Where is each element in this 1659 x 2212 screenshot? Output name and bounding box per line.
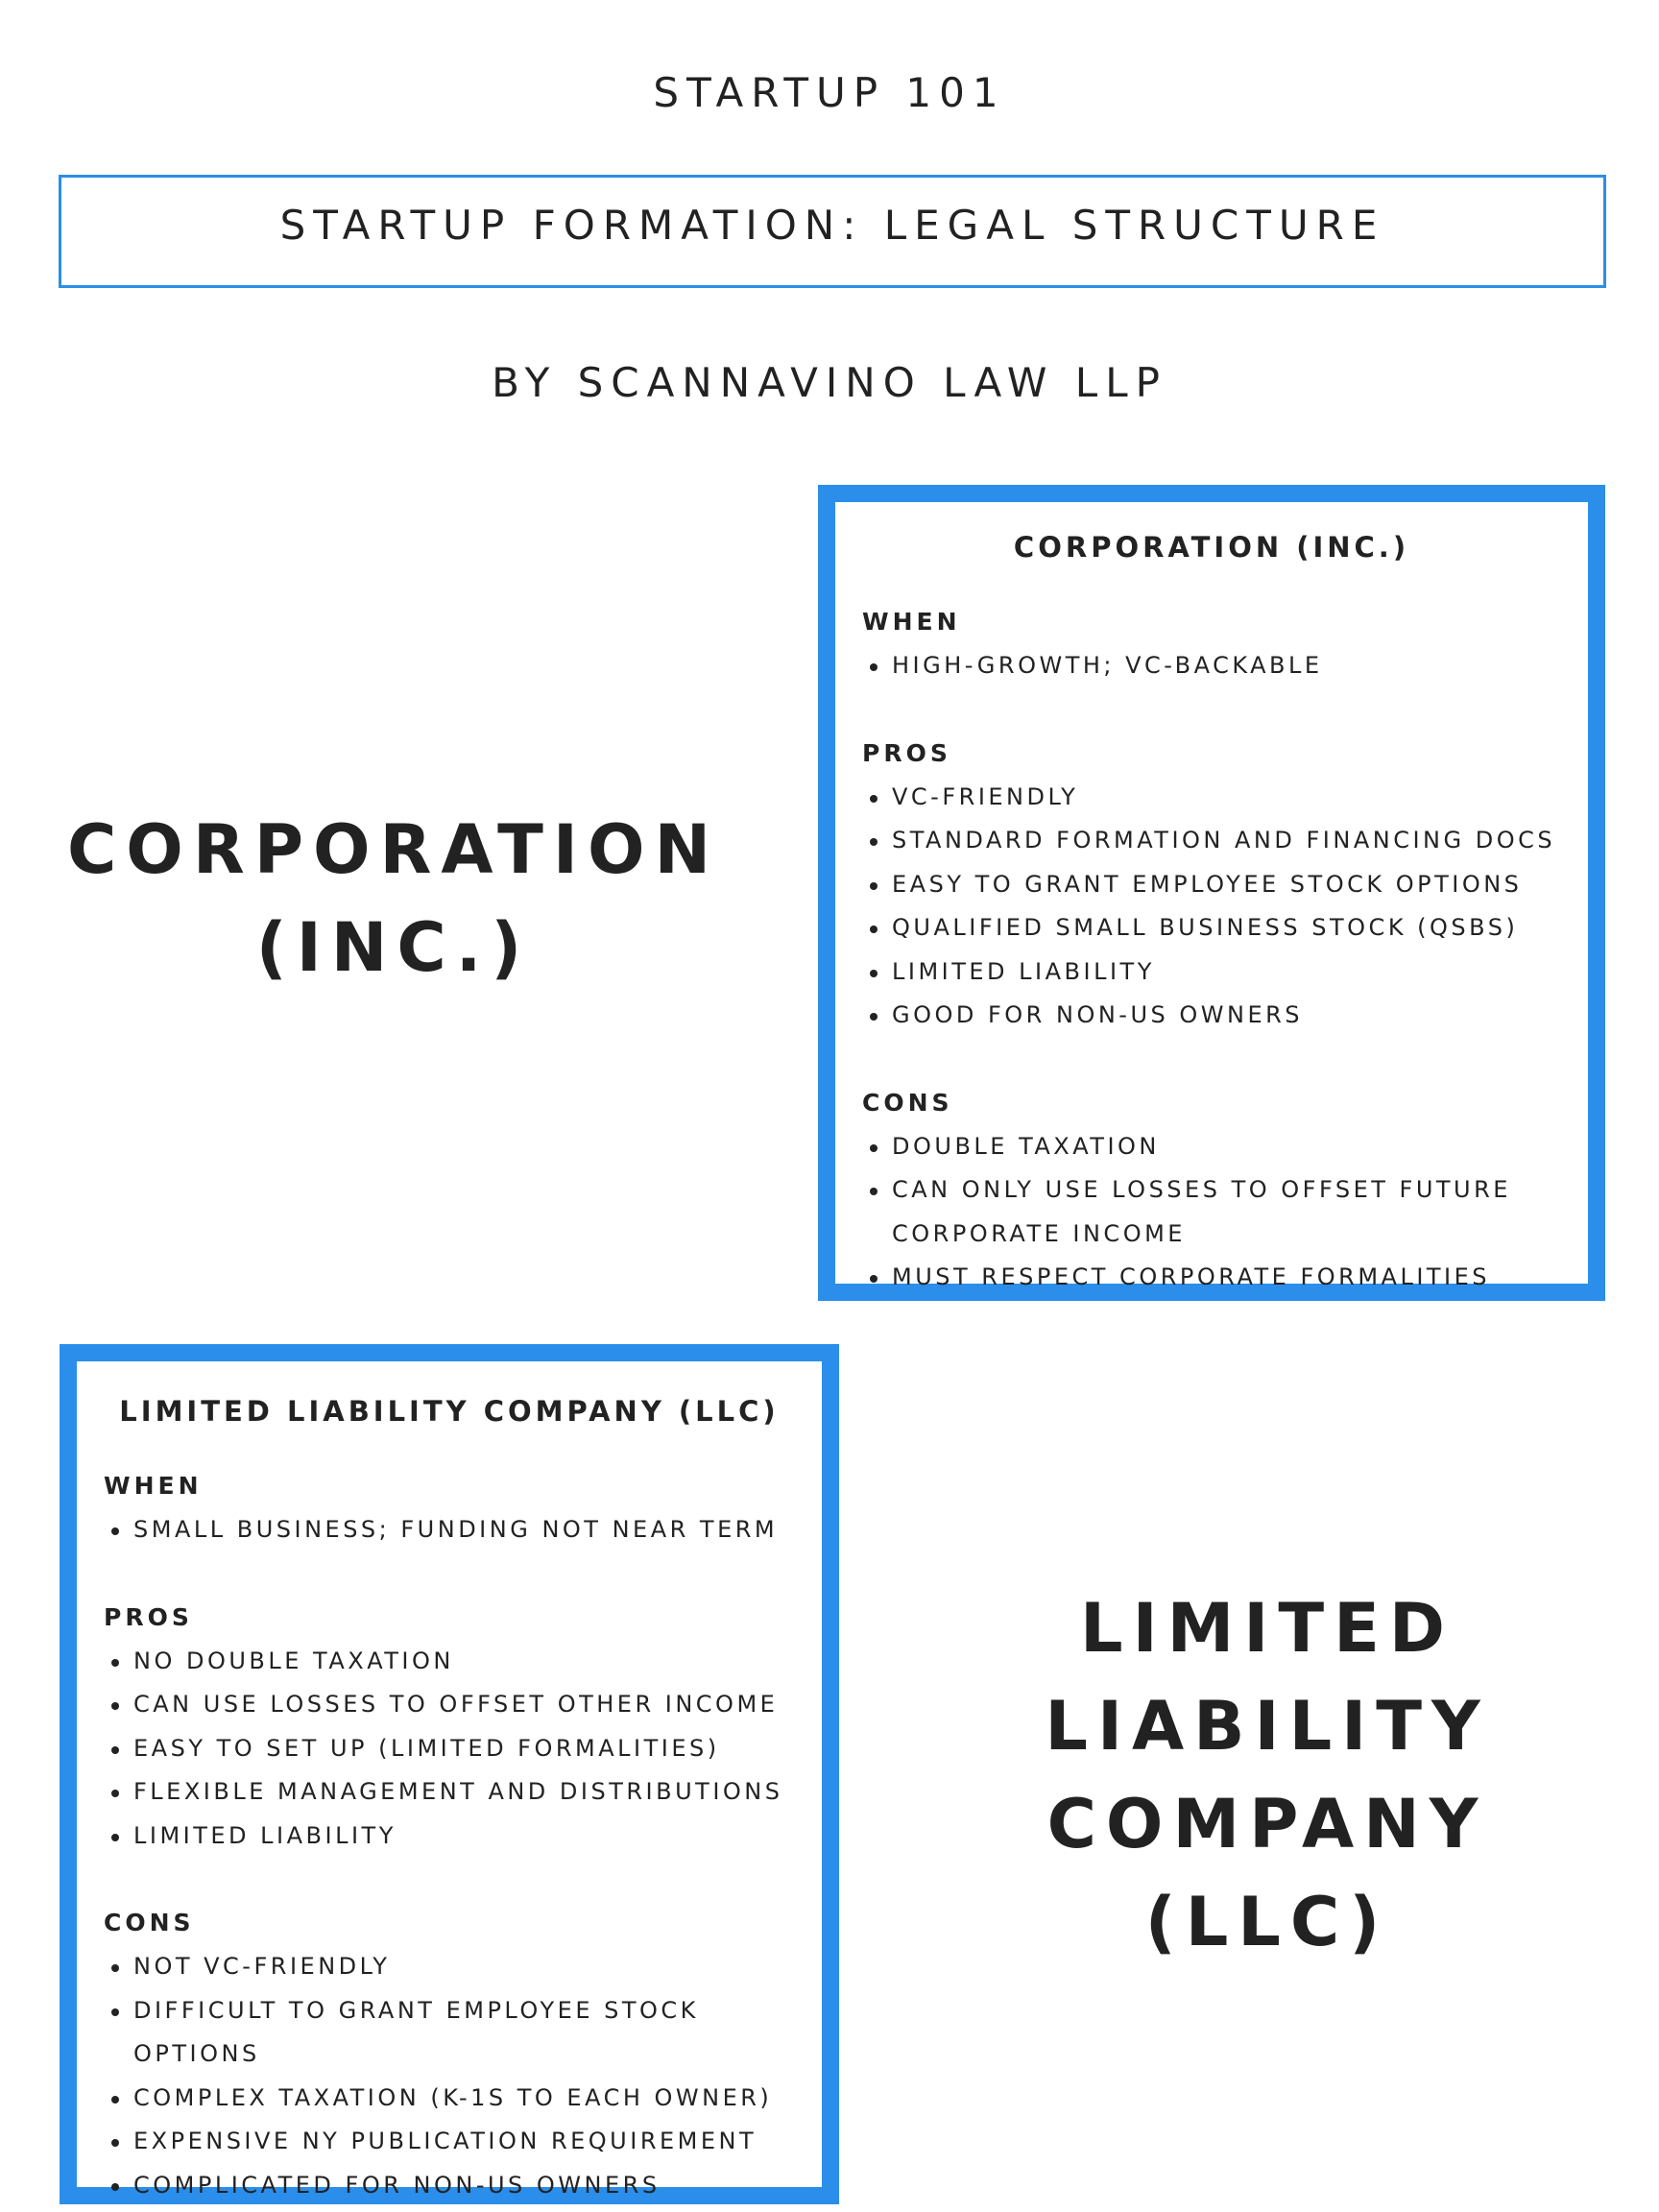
llc-big-label [989, 1579, 1546, 1971]
page-title: STARTUP FORMATION: LEGAL STRUCTURE [279, 201, 1385, 249]
list-item: NO DOUBLE TAXATION [104, 1640, 795, 1684]
list-item: VC-FRIENDLY [862, 776, 1561, 820]
list-item: GOOD FOR NON-US OWNERS [862, 994, 1561, 1038]
list-item: CAN USE LOSSES TO OFFSET OTHER INCOME [104, 1683, 795, 1727]
llc-pros-heading: PROS [104, 1602, 193, 1631]
list-item: STANDARD FORMATION AND FINANCING DOCS [862, 819, 1561, 863]
corporation-cons-list [862, 1125, 1561, 1300]
list-item: EXPENSIVE NY PUBLICATION REQUIREMENT [104, 2120, 795, 2164]
list-item: QUALIFIED SMALL BUSINESS STOCK (QSBS) [862, 906, 1561, 950]
list-item: FLEXIBLE MANAGEMENT AND DISTRIBUTIONS [104, 1770, 795, 1815]
list-item: HIGH-GROWTH; VC-BACKABLE [862, 644, 1561, 688]
llc-label-line: (LLC) [1144, 1883, 1390, 1961]
corporation-big-label [38, 801, 749, 997]
corporation-when-list [862, 644, 1561, 688]
llc-card [60, 1344, 839, 2204]
list-item: NOT VC-FRIENDLY [104, 1945, 795, 1989]
corporation-when-heading: WHEN [862, 608, 961, 636]
list-item: SMALL BUSINESS; FUNDING NOT NEAR TERM [104, 1508, 795, 1552]
list-item: CAN ONLY USE LOSSES TO OFFSET FUTURE CORPORATE INCOME [862, 1168, 1561, 1256]
llc-label-line: LIABILITY [1045, 1687, 1490, 1766]
title-banner [59, 175, 1606, 288]
corporation-pros-heading: PROS [862, 738, 951, 767]
llc-when-heading: WHEN [104, 1472, 203, 1500]
corporation-label-line: (INC.) [255, 908, 532, 987]
list-item: DIFFICULT TO GRANT EMPLOYEE STOCK OPTIONS [104, 1989, 795, 2077]
corporation-card-title: CORPORATION (INC.) [1013, 531, 1410, 564]
list-item: MUST RESPECT CORPORATE FORMALITIES [862, 1256, 1561, 1300]
corporation-pros-list [862, 776, 1561, 1038]
series-kicker: STARTUP 101 [653, 69, 1006, 116]
llc-card-title: LIMITED LIABILITY COMPANY (LLC) [119, 1395, 780, 1428]
llc-cons-heading: CONS [104, 1909, 195, 1936]
list-item: COMPLEX TAXATION (K-1S TO EACH OWNER) [104, 2077, 795, 2121]
llc-label-line: COMPANY [1046, 1785, 1488, 1863]
llc-label-line: LIMITED [1079, 1589, 1455, 1668]
llc-pros-list [104, 1640, 795, 1859]
corporation-cons-heading: CONS [862, 1088, 953, 1117]
list-item: LIMITED LIABILITY [862, 950, 1561, 995]
corporation-label-line: CORPORATION [66, 810, 721, 889]
corporation-card [818, 485, 1605, 1301]
list-item: EASY TO SET UP (LIMITED FORMALITIES) [104, 1727, 795, 1771]
list-item: DOUBLE TAXATION [862, 1125, 1561, 1169]
llc-when-list [104, 1508, 795, 1552]
list-item: COMPLICATED FOR NON-US OWNERS [104, 2164, 795, 2208]
list-item: EASY TO GRANT EMPLOYEE STOCK OPTIONS [862, 863, 1561, 907]
llc-cons-list [104, 1945, 795, 2207]
byline: BY SCANNAVINO LAW LLP [492, 359, 1167, 406]
list-item: LIMITED LIABILITY [104, 1815, 795, 1859]
